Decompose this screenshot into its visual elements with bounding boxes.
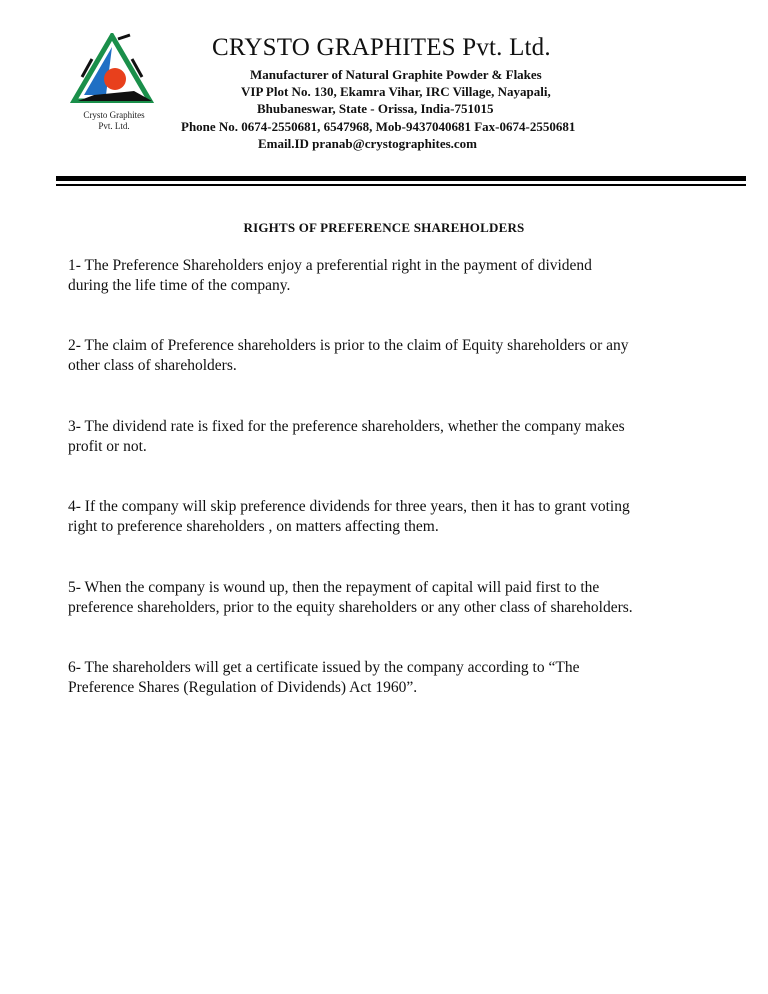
point-6	[68, 658, 728, 698]
address-line-2: Bhubaneswar, State - Orissa, India-751015	[257, 101, 494, 116]
address-line-1: VIP Plot No. 130, Ekamra Vihar, IRC Village, Nayapali,	[241, 84, 551, 99]
point-1-line-1: 1- The Preference Shareholders enjoy a preferential right in the payment of dividend	[68, 257, 592, 274]
logo-caption-line2: Pvt. Ltd.	[98, 121, 130, 131]
point-5	[68, 578, 728, 618]
point-4-line-1: 4- If the company will skip preference dividends for three years, then it has to grant voting	[68, 498, 630, 515]
company-logo-icon	[70, 33, 154, 103]
point-3-line-2: profit or not.	[68, 438, 147, 455]
point-1-line-2: during the life time of the company.	[68, 277, 291, 294]
email-line: Email.ID pranab@crystographites.com	[258, 136, 478, 151]
logo-caption	[66, 110, 162, 132]
point-5-line-1: 5- When the company is wound up, then the repayment of capital will paid first to the	[68, 579, 600, 596]
header-divider-thin	[56, 184, 746, 186]
logo-caption-line1: Crysto Graphites	[83, 110, 145, 120]
point-4	[68, 497, 728, 537]
document-title: RIGHTS OF PREFERENCE SHAREHOLDERS	[243, 220, 525, 235]
point-4-line-2: right to preference shareholders , on matters affecting them.	[68, 518, 439, 535]
point-2-line-1: 2- The claim of Preference shareholders is prior to the claim of Equity shareholders or any	[68, 337, 629, 354]
point-6-line-2: Preference Shares (Regulation of Dividends) Act 1960”.	[68, 679, 418, 696]
point-5-line-2: preference shareholders, prior to the equity shareholders or any other class of shareholders.	[68, 599, 633, 616]
point-6-line-1: 6- The shareholders will get a certificate issued by the company according to “The	[68, 659, 580, 676]
tagline: Manufacturer of Natural Graphite Powder & Flakes	[250, 67, 542, 82]
header-divider-thick	[56, 176, 746, 181]
point-3	[68, 417, 728, 457]
point-2-line-2: other class of shareholders.	[68, 357, 237, 374]
point-1	[68, 256, 728, 296]
phone-line: Phone No. 0674-2550681, 6547968, Mob-9437040681 Fax-0674-2550681	[181, 119, 576, 134]
point-2	[68, 336, 728, 376]
company-name: CRYSTO GRAPHITES Pvt. Ltd.	[212, 34, 551, 61]
point-3-line-1: 3- The dividend rate is fixed for the preference shareholders, whether the company makes	[68, 418, 625, 435]
